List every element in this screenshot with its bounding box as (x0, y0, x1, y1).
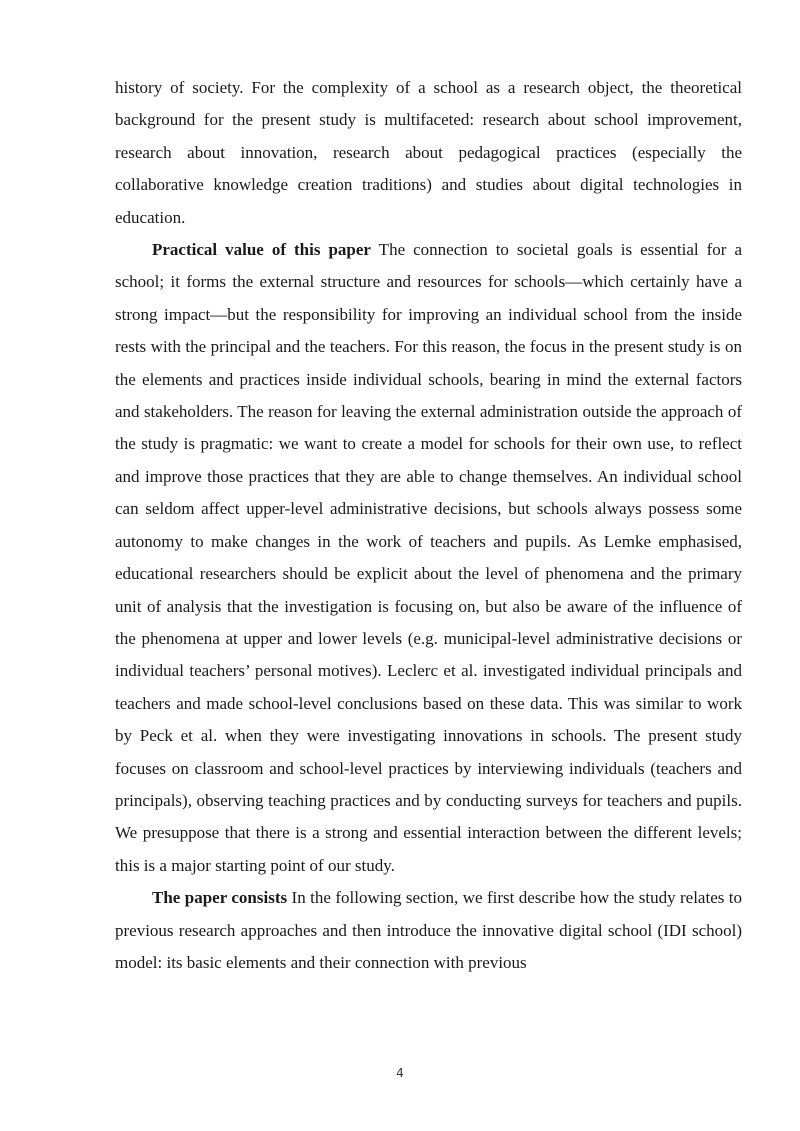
paragraph-text: The connection to societal goals is essential for a school; it forms the external structure and resources for schools—which certainly have a strong impact—but the responsibility for improving an individual school from the inside rests with the principal and the teachers. For this reason, the focus in the present study is on the elements and practices inside individual schools, bearing in mind the external factors and stakeholders. The reason for leaving the external administration outside the approach of the study is pragmatic: we want to create a model for schools for their own use, to reflect and improve those practices that they are able to change themselves. An individual school can seldom affect upper-level administrative decisions, but schools always possess some autonomy to make changes in the work of teachers and pupils. As Lemke emphasised, educational researchers should be explicit about the level of phenomena and the primary unit of analysis that the investigation is focusing on, but also be aware of the influence of the phenomena at upper and lower levels (e.g. municipal-level administrative decisions or individual teachers’ personal motives). Leclerc et al. investigated individual principals and teachers and made school-level conclusions based on these data. This was similar to work by Peck et al. when they were investigating innovations in schools. The present study focuses on classroom and school-level practices by interviewing individuals (teachers and principals), observing teaching practices and by conducting surveys for teachers and pupils. We presuppose that there is a strong and essential interaction between the different levels; this is a major starting point of our study. (115, 240, 742, 875)
paragraph-text: history of society. For the complexity of a school as a research object, the theoretical background for the present study is multifaceted: research about school improvement, research about innovation, research about pedagogical practices (especially the collaborative knowledge creation traditions) and studies about digital technologies in education. (115, 78, 742, 227)
paragraph-heading: Practical value of this paper (152, 240, 371, 260)
paragraph-paper-consists (115, 882, 742, 979)
paragraph-heading: The paper consists (152, 888, 288, 908)
document-page (115, 72, 742, 979)
page-number: 4 (396, 1066, 404, 1080)
paragraph-continuation (115, 72, 742, 234)
paragraph-text: In the following section, we first describe how the study relates to previous research approaches and then introduce the innovative digital school (IDI school) model: its basic elements and their connection with previous (115, 888, 743, 972)
paragraph-practical-value (115, 234, 742, 882)
